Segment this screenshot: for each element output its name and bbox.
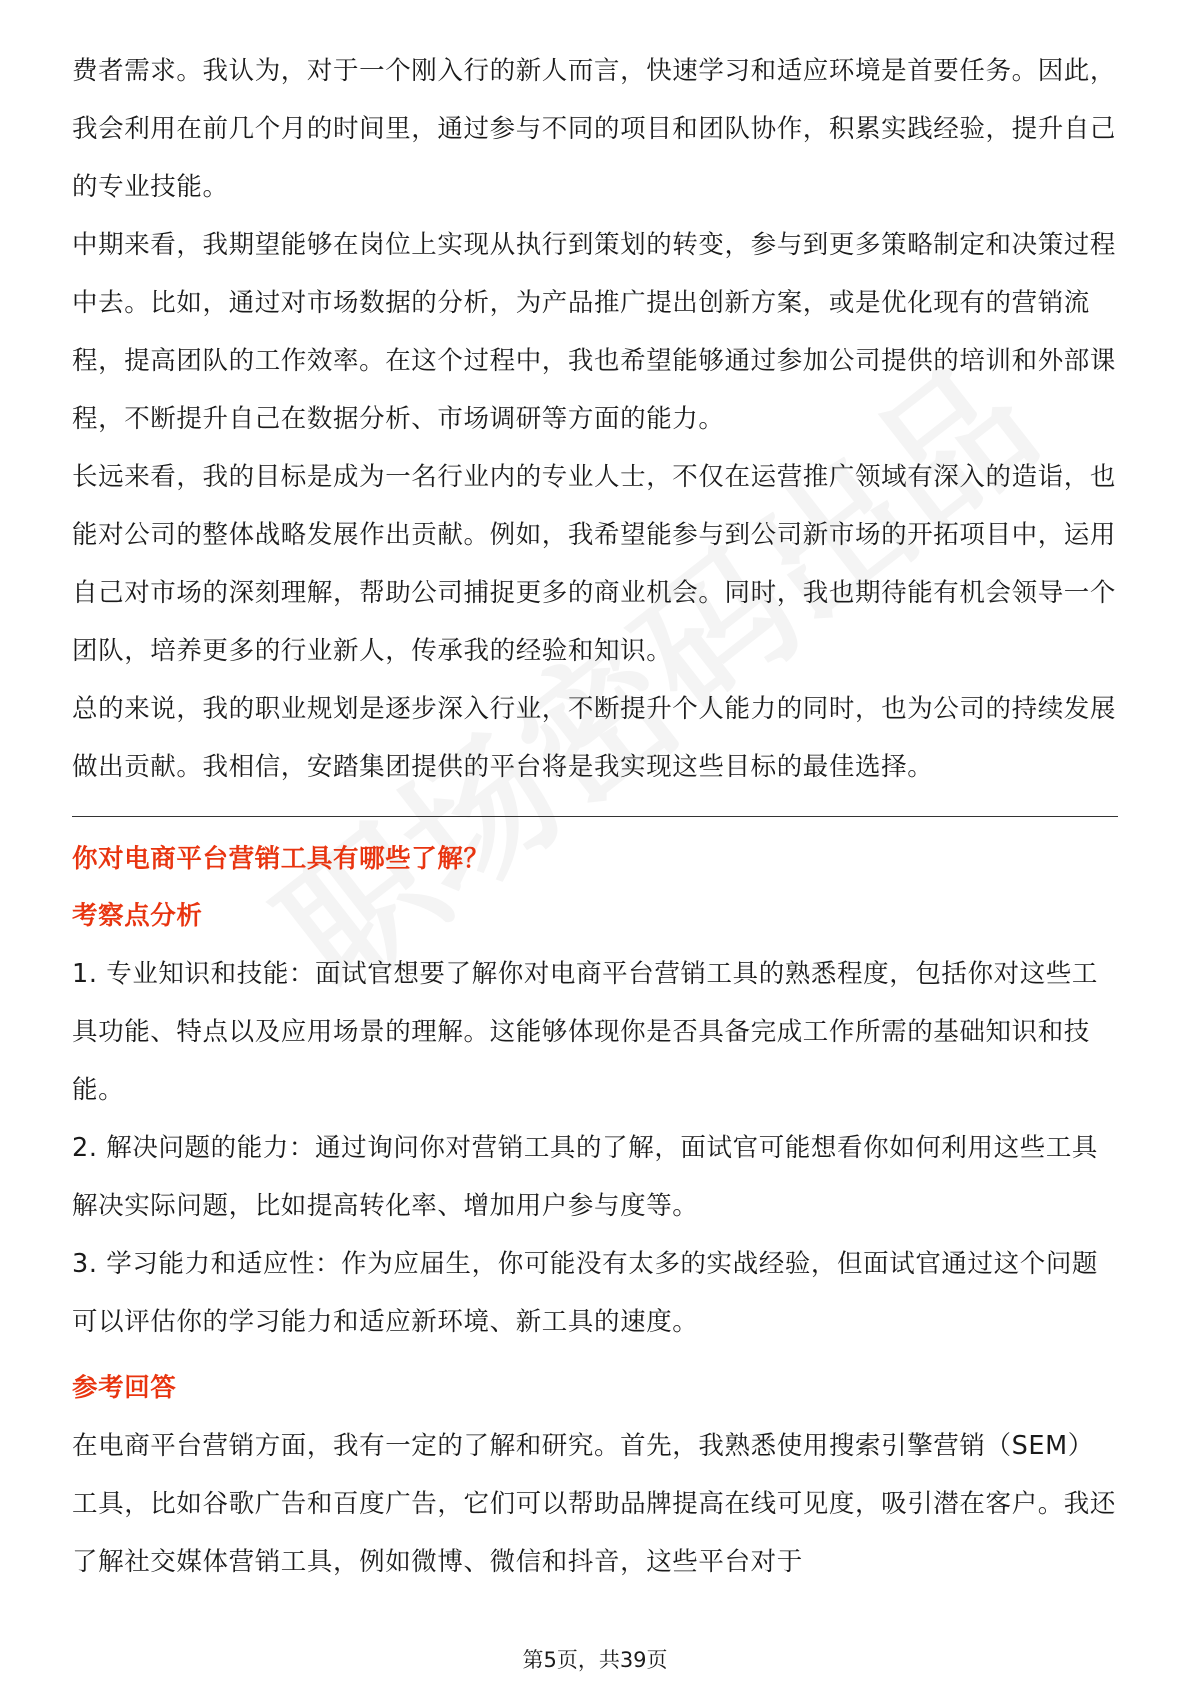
intro-paragraph-2: 中期来看，我期望能够在岗位上实现从执行到策划的转变，参与到更多策略制定和决策过程中去。比如，通过对市场数据的分析，为产品推广提出创新方案，或是优化现有的营销流程，提高团队的工作效率。在这个过程中，我也希望能够通过参加公司提供的培训和外部课程，不断提升自己在数据分析、市场调研等方面的能力。 <box>72 230 1117 434</box>
intro-paragraph-3: 长远来看，我的目标是成为一名行业内的专业人士，不仅在运营推广领域有深入的造诣，也能对公司的整体战略发展作出贡献。例如，我希望能参与到公司新市场的开拓项目中，运用自己对市场的深刻理解，帮助公司捕捉更多的商业机会。同时，我也期待能有机会领导一个团队，培养更多的行业新人，传承我的经验和知识。 <box>72 462 1117 666</box>
analysis-point-1: 1. 专业知识和技能：面试官想要了解你对电商平台营销工具的熟悉程度，包括你对这些工具功能、特点以及应用场景的理解。这能够体现你是否具备完成工作所需的基础知识和技能。 <box>72 959 1099 1105</box>
section-divider <box>72 816 1118 817</box>
analysis-point-2: 2. 解决问题的能力：通过询问你对营销工具的了解，面试官可能想看你如何利用这些工具解决实际问题，比如提高转化率、增加用户参与度等。 <box>72 1133 1099 1221</box>
answer-heading: 参考回答 <box>72 1373 177 1403</box>
intro-paragraph-1: 费者需求。我认为，对于一个刚入行的新人而言，快速学习和适应环境是首要任务。因此，我会利用在前几个月的时间里，通过参与不同的项目和团队协作，积累实践经验，提升自己的专业技能。 <box>72 56 1117 202</box>
intro-paragraph-4: 总的来说，我的职业规划是逐步深入行业，不断提升个人能力的同时，也为公司的持续发展做出贡献。我相信，安踏集团提供的平台将是我实现这些目标的最佳选择。 <box>72 694 1117 782</box>
question-title: 你对电商平台营销工具有哪些了解？ <box>72 844 490 874</box>
page-footer: 第5页，共39页 <box>522 1648 668 1672</box>
analysis-heading: 考察点分析 <box>72 901 203 931</box>
analysis-point-3: 3. 学习能力和适应性：作为应届生，你可能没有太多的实战经验，但面试官通过这个问题可以评估你的学习能力和适应新环境、新工具的速度。 <box>72 1249 1099 1337</box>
answer-paragraph: 在电商平台营销方面，我有一定的了解和研究。首先，我熟悉使用搜索引擎营销（SEM）工具，比如谷歌广告和百度广告，它们可以帮助品牌提高在线可见度，吸引潜在客户。我还了解社交媒体营销工具，例如微博、微信和抖音，这些平台对于 <box>72 1431 1117 1577</box>
document-page <box>72 42 1118 1591</box>
